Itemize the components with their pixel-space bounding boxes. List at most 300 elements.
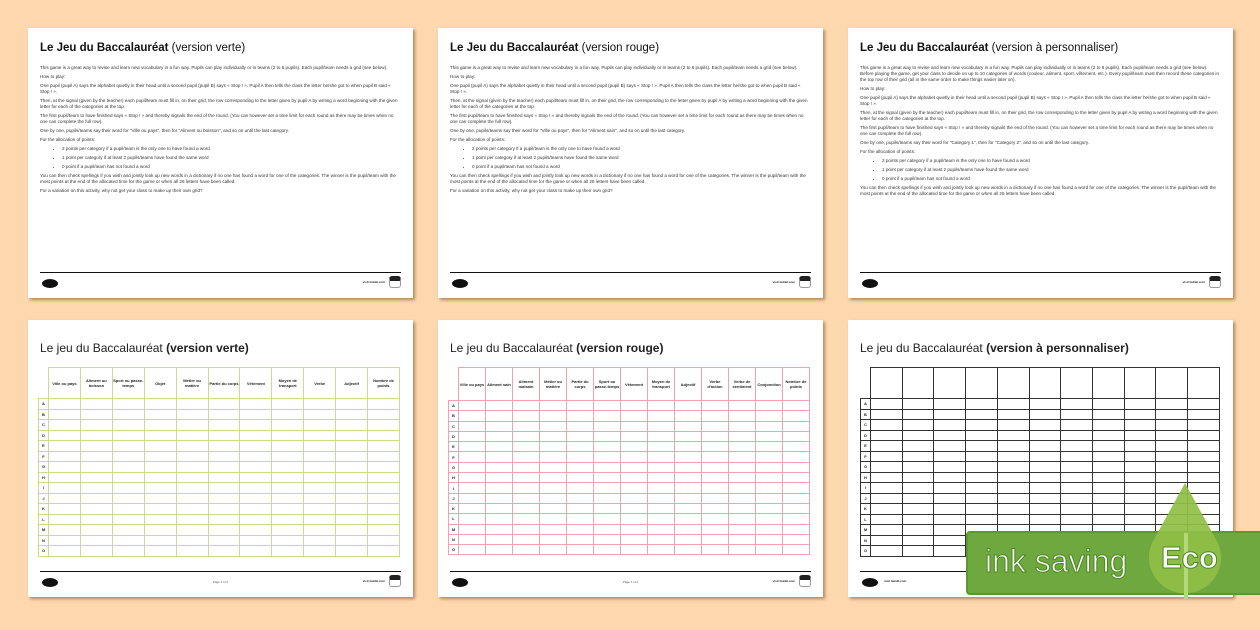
answer-cell[interactable] — [304, 430, 336, 441]
answer-cell[interactable] — [934, 493, 966, 504]
answer-cell[interactable] — [486, 503, 513, 513]
answer-cell[interactable] — [336, 472, 368, 483]
answer-cell[interactable] — [49, 504, 81, 515]
answer-cell[interactable] — [729, 411, 756, 421]
answer-cell[interactable] — [49, 451, 81, 462]
answer-cell[interactable] — [648, 534, 675, 544]
answer-cell[interactable] — [648, 452, 675, 462]
answer-cell[interactable] — [240, 546, 272, 557]
answer-cell[interactable] — [112, 493, 144, 504]
answer-cell[interactable] — [80, 399, 112, 410]
answer-cell[interactable] — [871, 493, 903, 504]
answer-cell[interactable] — [459, 524, 486, 534]
answer-cell[interactable] — [1061, 493, 1093, 504]
answer-cell[interactable] — [240, 493, 272, 504]
answer-cell[interactable] — [675, 473, 702, 483]
answer-cell[interactable] — [540, 421, 567, 431]
answer-cell[interactable] — [902, 504, 934, 515]
answer-cell[interactable] — [1093, 504, 1125, 515]
answer-cell[interactable] — [729, 524, 756, 534]
answer-cell[interactable] — [729, 545, 756, 555]
answer-cell[interactable] — [49, 514, 81, 525]
answer-cell[interactable] — [208, 504, 240, 515]
answer-cell[interactable] — [540, 524, 567, 534]
answer-cell[interactable] — [1093, 493, 1125, 504]
answer-cell[interactable] — [729, 431, 756, 441]
answer-cell[interactable] — [756, 442, 783, 452]
answer-cell[interactable] — [675, 421, 702, 431]
answer-cell[interactable] — [272, 483, 304, 494]
answer-cell[interactable] — [1029, 462, 1061, 473]
answer-cell[interactable] — [486, 431, 513, 441]
answer-cell[interactable] — [1061, 462, 1093, 473]
answer-cell[interactable] — [304, 514, 336, 525]
answer-cell[interactable] — [112, 451, 144, 462]
answer-cell[interactable] — [648, 473, 675, 483]
answer-cell[interactable] — [871, 472, 903, 483]
answer-cell[interactable] — [966, 514, 998, 525]
answer-cell[interactable] — [1093, 430, 1125, 441]
answer-cell[interactable] — [902, 399, 934, 410]
answer-cell[interactable] — [1093, 483, 1125, 494]
answer-cell[interactable] — [1124, 462, 1156, 473]
answer-cell[interactable] — [486, 442, 513, 452]
answer-cell[interactable] — [902, 546, 934, 557]
answer-cell[interactable] — [902, 430, 934, 441]
answer-cell[interactable] — [80, 493, 112, 504]
answer-cell[interactable] — [871, 430, 903, 441]
answer-cell[interactable] — [1188, 441, 1220, 452]
answer-cell[interactable] — [49, 441, 81, 452]
answer-cell[interactable] — [966, 420, 998, 431]
answer-cell[interactable] — [1029, 451, 1061, 462]
answer-cell[interactable] — [144, 483, 176, 494]
answer-cell[interactable] — [648, 514, 675, 524]
answer-cell[interactable] — [513, 452, 540, 462]
answer-cell[interactable] — [1061, 483, 1093, 494]
answer-cell[interactable] — [756, 524, 783, 534]
answer-cell[interactable] — [871, 514, 903, 525]
answer-cell[interactable] — [702, 442, 729, 452]
answer-cell[interactable] — [621, 493, 648, 503]
answer-cell[interactable] — [49, 525, 81, 536]
answer-cell[interactable] — [49, 535, 81, 546]
answer-cell[interactable] — [1156, 462, 1188, 473]
answer-cell[interactable] — [80, 535, 112, 546]
answer-cell[interactable] — [567, 545, 594, 555]
answer-cell[interactable] — [966, 472, 998, 483]
answer-cell[interactable] — [80, 472, 112, 483]
answer-cell[interactable] — [486, 534, 513, 544]
answer-cell[interactable] — [368, 546, 400, 557]
answer-cell[interactable] — [304, 409, 336, 420]
answer-cell[interactable] — [934, 472, 966, 483]
answer-cell[interactable] — [997, 514, 1029, 525]
answer-cell[interactable] — [702, 503, 729, 513]
answer-cell[interactable] — [176, 483, 208, 494]
answer-cell[interactable] — [567, 514, 594, 524]
answer-cell[interactable] — [486, 545, 513, 555]
answer-cell[interactable] — [540, 514, 567, 524]
answer-cell[interactable] — [513, 473, 540, 483]
answer-cell[interactable] — [871, 504, 903, 515]
answer-cell[interactable] — [49, 472, 81, 483]
answer-cell[interactable] — [783, 421, 810, 431]
answer-cell[interactable] — [336, 535, 368, 546]
answer-cell[interactable] — [144, 409, 176, 420]
answer-cell[interactable] — [594, 534, 621, 544]
answer-cell[interactable] — [902, 483, 934, 494]
answer-cell[interactable] — [1093, 420, 1125, 431]
answer-cell[interactable] — [176, 472, 208, 483]
answer-cell[interactable] — [621, 483, 648, 493]
answer-cell[interactable] — [934, 504, 966, 515]
answer-cell[interactable] — [783, 442, 810, 452]
answer-cell[interactable] — [966, 483, 998, 494]
answer-cell[interactable] — [272, 409, 304, 420]
answer-cell[interactable] — [729, 483, 756, 493]
answer-cell[interactable] — [336, 493, 368, 504]
answer-cell[interactable] — [934, 409, 966, 420]
answer-cell[interactable] — [459, 462, 486, 472]
answer-cell[interactable] — [594, 442, 621, 452]
answer-cell[interactable] — [49, 409, 81, 420]
answer-cell[interactable] — [1029, 430, 1061, 441]
answer-cell[interactable] — [1124, 420, 1156, 431]
answer-cell[interactable] — [208, 430, 240, 441]
answer-cell[interactable] — [1188, 462, 1220, 473]
answer-cell[interactable] — [304, 420, 336, 431]
answer-cell[interactable] — [176, 430, 208, 441]
answer-cell[interactable] — [729, 442, 756, 452]
answer-cell[interactable] — [144, 525, 176, 536]
answer-cell[interactable] — [272, 472, 304, 483]
answer-cell[interactable] — [729, 534, 756, 544]
answer-cell[interactable] — [272, 451, 304, 462]
answer-cell[interactable] — [513, 493, 540, 503]
answer-cell[interactable] — [567, 473, 594, 483]
answer-cell[interactable] — [934, 546, 966, 557]
answer-cell[interactable] — [272, 535, 304, 546]
answer-cell[interactable] — [997, 504, 1029, 515]
answer-cell[interactable] — [702, 401, 729, 411]
answer-cell[interactable] — [49, 430, 81, 441]
answer-cell[interactable] — [112, 409, 144, 420]
answer-cell[interactable] — [49, 399, 81, 410]
answer-cell[interactable] — [997, 462, 1029, 473]
answer-cell[interactable] — [144, 430, 176, 441]
answer-cell[interactable] — [272, 514, 304, 525]
answer-cell[interactable] — [459, 473, 486, 483]
answer-cell[interactable] — [208, 441, 240, 452]
answer-cell[interactable] — [902, 409, 934, 420]
answer-cell[interactable] — [1156, 430, 1188, 441]
answer-cell[interactable] — [368, 504, 400, 515]
answer-cell[interactable] — [112, 472, 144, 483]
answer-cell[interactable] — [486, 411, 513, 421]
answer-cell[interactable] — [240, 462, 272, 473]
answer-cell[interactable] — [540, 442, 567, 452]
answer-cell[interactable] — [272, 430, 304, 441]
answer-cell[interactable] — [240, 420, 272, 431]
answer-cell[interactable] — [621, 411, 648, 421]
answer-cell[interactable] — [702, 473, 729, 483]
answer-cell[interactable] — [648, 431, 675, 441]
answer-cell[interactable] — [702, 431, 729, 441]
answer-cell[interactable] — [144, 546, 176, 557]
answer-cell[interactable] — [567, 452, 594, 462]
answer-cell[interactable] — [729, 514, 756, 524]
answer-cell[interactable] — [112, 483, 144, 494]
answer-cell[interactable] — [902, 462, 934, 473]
answer-cell[interactable] — [1061, 409, 1093, 420]
answer-cell[interactable] — [756, 462, 783, 472]
answer-cell[interactable] — [540, 483, 567, 493]
answer-cell[interactable] — [144, 514, 176, 525]
answer-cell[interactable] — [1156, 409, 1188, 420]
answer-cell[interactable] — [513, 534, 540, 544]
answer-cell[interactable] — [621, 524, 648, 534]
answer-cell[interactable] — [783, 473, 810, 483]
answer-cell[interactable] — [80, 409, 112, 420]
answer-cell[interactable] — [621, 452, 648, 462]
answer-cell[interactable] — [702, 493, 729, 503]
answer-cell[interactable] — [1156, 451, 1188, 462]
answer-cell[interactable] — [871, 409, 903, 420]
answer-cell[interactable] — [902, 514, 934, 525]
answer-cell[interactable] — [621, 442, 648, 452]
answer-cell[interactable] — [540, 534, 567, 544]
answer-cell[interactable] — [783, 545, 810, 555]
answer-cell[interactable] — [729, 452, 756, 462]
answer-cell[interactable] — [783, 524, 810, 534]
answer-cell[interactable] — [176, 399, 208, 410]
answer-cell[interactable] — [966, 493, 998, 504]
answer-cell[interactable] — [621, 473, 648, 483]
answer-cell[interactable] — [513, 431, 540, 441]
answer-cell[interactable] — [272, 525, 304, 536]
answer-cell[interactable] — [459, 483, 486, 493]
answer-cell[interactable] — [783, 503, 810, 513]
answer-cell[interactable] — [783, 431, 810, 441]
answer-cell[interactable] — [675, 534, 702, 544]
answer-cell[interactable] — [1188, 451, 1220, 462]
answer-cell[interactable] — [871, 483, 903, 494]
answer-cell[interactable] — [934, 535, 966, 546]
answer-cell[interactable] — [594, 483, 621, 493]
answer-cell[interactable] — [459, 421, 486, 431]
answer-cell[interactable] — [304, 462, 336, 473]
answer-cell[interactable] — [486, 514, 513, 524]
answer-cell[interactable] — [144, 441, 176, 452]
answer-cell[interactable] — [1156, 441, 1188, 452]
answer-cell[interactable] — [902, 472, 934, 483]
answer-cell[interactable] — [594, 452, 621, 462]
answer-cell[interactable] — [304, 451, 336, 462]
answer-cell[interactable] — [80, 546, 112, 557]
answer-cell[interactable] — [756, 421, 783, 431]
answer-cell[interactable] — [513, 462, 540, 472]
answer-cell[interactable] — [176, 525, 208, 536]
answer-cell[interactable] — [756, 545, 783, 555]
answer-cell[interactable] — [540, 431, 567, 441]
answer-cell[interactable] — [336, 451, 368, 462]
answer-cell[interactable] — [513, 401, 540, 411]
answer-cell[interactable] — [176, 451, 208, 462]
answer-cell[interactable] — [208, 535, 240, 546]
answer-cell[interactable] — [1124, 409, 1156, 420]
answer-cell[interactable] — [336, 409, 368, 420]
answer-cell[interactable] — [997, 472, 1029, 483]
answer-cell[interactable] — [176, 420, 208, 431]
answer-cell[interactable] — [304, 504, 336, 515]
answer-cell[interactable] — [336, 399, 368, 410]
answer-cell[interactable] — [144, 504, 176, 515]
answer-cell[interactable] — [176, 546, 208, 557]
answer-cell[interactable] — [997, 399, 1029, 410]
answer-cell[interactable] — [144, 493, 176, 504]
answer-cell[interactable] — [513, 514, 540, 524]
answer-cell[interactable] — [1093, 514, 1125, 525]
answer-cell[interactable] — [208, 483, 240, 494]
answer-cell[interactable] — [368, 451, 400, 462]
answer-cell[interactable] — [176, 535, 208, 546]
answer-cell[interactable] — [934, 430, 966, 441]
answer-cell[interactable] — [540, 545, 567, 555]
answer-cell[interactable] — [1093, 409, 1125, 420]
answer-cell[interactable] — [934, 483, 966, 494]
answer-cell[interactable] — [80, 525, 112, 536]
answer-cell[interactable] — [513, 503, 540, 513]
answer-cell[interactable] — [459, 401, 486, 411]
answer-cell[interactable] — [176, 441, 208, 452]
answer-cell[interactable] — [176, 409, 208, 420]
answer-cell[interactable] — [567, 442, 594, 452]
answer-cell[interactable] — [594, 462, 621, 472]
answer-cell[interactable] — [1029, 409, 1061, 420]
answer-cell[interactable] — [621, 545, 648, 555]
answer-cell[interactable] — [272, 420, 304, 431]
answer-cell[interactable] — [1124, 430, 1156, 441]
answer-cell[interactable] — [368, 472, 400, 483]
answer-cell[interactable] — [902, 493, 934, 504]
answer-cell[interactable] — [756, 401, 783, 411]
answer-cell[interactable] — [112, 546, 144, 557]
answer-cell[interactable] — [966, 504, 998, 515]
answer-cell[interactable] — [594, 503, 621, 513]
answer-cell[interactable] — [144, 399, 176, 410]
answer-cell[interactable] — [208, 420, 240, 431]
answer-cell[interactable] — [240, 451, 272, 462]
answer-cell[interactable] — [675, 514, 702, 524]
answer-cell[interactable] — [540, 462, 567, 472]
answer-cell[interactable] — [648, 503, 675, 513]
answer-cell[interactable] — [459, 431, 486, 441]
answer-cell[interactable] — [702, 483, 729, 493]
answer-cell[interactable] — [49, 462, 81, 473]
answer-cell[interactable] — [486, 524, 513, 534]
answer-cell[interactable] — [49, 493, 81, 504]
answer-cell[interactable] — [567, 524, 594, 534]
answer-cell[interactable] — [368, 420, 400, 431]
answer-cell[interactable] — [934, 514, 966, 525]
answer-cell[interactable] — [112, 399, 144, 410]
answer-cell[interactable] — [1093, 399, 1125, 410]
answer-cell[interactable] — [540, 452, 567, 462]
answer-cell[interactable] — [702, 421, 729, 431]
answer-cell[interactable] — [486, 493, 513, 503]
answer-cell[interactable] — [240, 535, 272, 546]
answer-cell[interactable] — [304, 525, 336, 536]
answer-cell[interactable] — [567, 503, 594, 513]
answer-cell[interactable] — [368, 462, 400, 473]
answer-cell[interactable] — [459, 514, 486, 524]
answer-cell[interactable] — [304, 483, 336, 494]
answer-cell[interactable] — [368, 441, 400, 452]
answer-cell[interactable] — [1029, 514, 1061, 525]
answer-cell[interactable] — [1093, 441, 1125, 452]
answer-cell[interactable] — [783, 534, 810, 544]
answer-cell[interactable] — [871, 420, 903, 431]
answer-cell[interactable] — [144, 472, 176, 483]
answer-cell[interactable] — [80, 441, 112, 452]
answer-cell[interactable] — [756, 503, 783, 513]
answer-cell[interactable] — [1124, 441, 1156, 452]
answer-cell[interactable] — [871, 451, 903, 462]
answer-cell[interactable] — [112, 504, 144, 515]
answer-cell[interactable] — [675, 545, 702, 555]
answer-cell[interactable] — [112, 525, 144, 536]
answer-cell[interactable] — [1093, 472, 1125, 483]
answer-cell[interactable] — [144, 420, 176, 431]
answer-cell[interactable] — [368, 514, 400, 525]
answer-cell[interactable] — [144, 535, 176, 546]
answer-cell[interactable] — [675, 431, 702, 441]
answer-cell[interactable] — [513, 442, 540, 452]
answer-cell[interactable] — [783, 514, 810, 524]
answer-cell[interactable] — [459, 493, 486, 503]
answer-cell[interactable] — [594, 493, 621, 503]
answer-cell[interactable] — [871, 546, 903, 557]
answer-cell[interactable] — [459, 452, 486, 462]
answer-cell[interactable] — [486, 462, 513, 472]
answer-cell[interactable] — [675, 483, 702, 493]
answer-cell[interactable] — [540, 411, 567, 421]
answer-cell[interactable] — [368, 399, 400, 410]
answer-cell[interactable] — [486, 483, 513, 493]
answer-cell[interactable] — [272, 493, 304, 504]
answer-cell[interactable] — [368, 483, 400, 494]
answer-cell[interactable] — [783, 452, 810, 462]
answer-cell[interactable] — [1061, 514, 1093, 525]
answer-cell[interactable] — [567, 421, 594, 431]
answer-cell[interactable] — [934, 525, 966, 536]
answer-cell[interactable] — [368, 430, 400, 441]
answer-cell[interactable] — [1188, 409, 1220, 420]
answer-cell[interactable] — [540, 493, 567, 503]
answer-cell[interactable] — [336, 462, 368, 473]
answer-cell[interactable] — [756, 534, 783, 544]
answer-cell[interactable] — [486, 473, 513, 483]
answer-cell[interactable] — [675, 462, 702, 472]
answer-cell[interactable] — [567, 534, 594, 544]
answer-cell[interactable] — [272, 462, 304, 473]
answer-cell[interactable] — [208, 546, 240, 557]
answer-cell[interactable] — [112, 535, 144, 546]
answer-cell[interactable] — [756, 473, 783, 483]
answer-cell[interactable] — [621, 401, 648, 411]
answer-cell[interactable] — [459, 411, 486, 421]
